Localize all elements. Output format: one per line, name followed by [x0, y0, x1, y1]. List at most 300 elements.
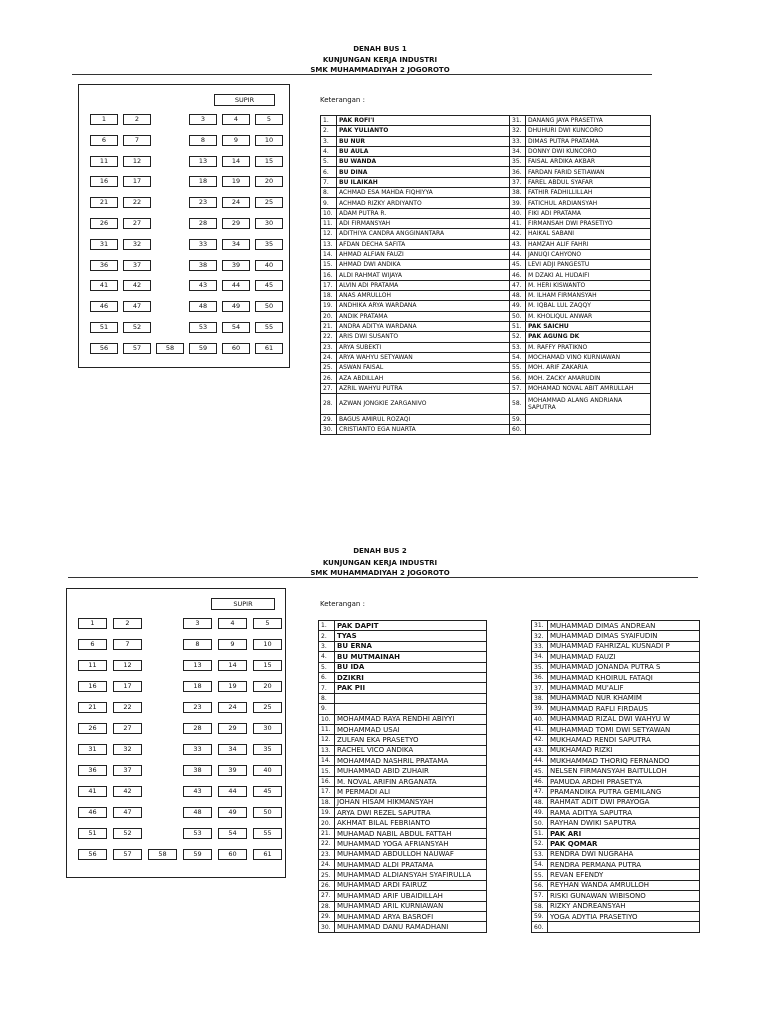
seat-59[interactable]: 59 — [183, 849, 212, 860]
seat-42[interactable]: 42 — [113, 786, 142, 797]
roster-name: ANDIK PRATAMA — [337, 311, 510, 321]
seat-36[interactable]: 36 — [78, 765, 107, 776]
seat-36[interactable]: 36 — [90, 260, 118, 271]
seat-55[interactable]: 55 — [253, 828, 282, 839]
seat-31[interactable]: 31 — [78, 744, 107, 755]
roster-name: BU NUR — [337, 136, 510, 146]
bus-2-roster-right — [531, 620, 700, 933]
seat-37[interactable]: 37 — [123, 260, 151, 271]
roster-number: 17. — [319, 787, 335, 797]
roster-number: 26. — [319, 880, 335, 890]
roster-number: 5. — [321, 157, 337, 167]
roster-row — [510, 218, 651, 228]
seat-45[interactable]: 45 — [253, 786, 282, 797]
roster-number: 55. — [532, 870, 548, 880]
seat-28[interactable]: 28 — [189, 218, 217, 229]
seat-20[interactable]: 20 — [253, 681, 282, 692]
bus-1-roster-left — [320, 115, 510, 435]
roster-number: 53. — [510, 342, 526, 352]
roster-row — [510, 321, 651, 331]
seat-23[interactable]: 23 — [183, 702, 212, 713]
seat-26[interactable]: 26 — [78, 723, 107, 734]
roster-number: 60. — [510, 424, 526, 434]
seat-40[interactable]: 40 — [253, 765, 282, 776]
roster-row — [510, 280, 651, 290]
roster-number: 11. — [319, 724, 335, 734]
roster-name: REYHAN WANDA AMRULLOH — [548, 880, 700, 890]
roster-row — [532, 745, 700, 755]
bus-1-title: DENAH BUS 1 — [353, 45, 407, 53]
seat-22[interactable]: 22 — [123, 197, 151, 208]
roster-number: 21. — [319, 828, 335, 838]
seat-46[interactable]: 46 — [78, 807, 107, 818]
roster-number: 2. — [321, 126, 337, 136]
roster-row — [319, 870, 487, 880]
roster-number: 60. — [532, 922, 548, 932]
roster-number: 9. — [321, 198, 337, 208]
roster-name: BU WANDA — [337, 157, 510, 167]
seat-48[interactable]: 48 — [189, 301, 217, 312]
roster-name: MOHAMMAD ALANG ANDRIANA SAPUTRA — [526, 394, 651, 415]
seat-41[interactable]: 41 — [78, 786, 107, 797]
roster-number: 52. — [532, 839, 548, 849]
roster-name: MUHAMMAD JONANDA PUTRA S — [548, 662, 700, 672]
roster-name: JOHAN HISAM HIKMANSYAH — [335, 797, 487, 807]
seat-54[interactable]: 54 — [218, 828, 247, 839]
roster-name: M. HERI KISWANTO — [526, 280, 651, 290]
seat-5[interactable]: 5 — [255, 114, 283, 125]
seat-20[interactable]: 20 — [255, 176, 283, 187]
seat-14[interactable]: 14 — [218, 660, 247, 671]
seat-25[interactable]: 25 — [255, 197, 283, 208]
seat-41[interactable]: 41 — [90, 280, 118, 291]
bus-1-keterangan: Keterangan : — [320, 96, 365, 104]
roster-name — [526, 424, 651, 434]
roster-row — [319, 631, 487, 641]
roster-number: 38. — [510, 188, 526, 198]
roster-name: M. IQBAL LUL ZAQQY — [526, 301, 651, 311]
roster-row — [321, 363, 510, 373]
roster-number: 19. — [321, 301, 337, 311]
roster-number: 50. — [532, 818, 548, 828]
seat-57[interactable]: 57 — [113, 849, 142, 860]
roster-number: 36. — [532, 672, 548, 682]
roster-row — [510, 167, 651, 177]
seat-44[interactable]: 44 — [222, 280, 250, 291]
seat-10[interactable]: 10 — [255, 135, 283, 146]
bus-2-title: DENAH BUS 2 — [353, 547, 407, 555]
roster-row — [319, 735, 487, 745]
seat-61[interactable]: 61 — [255, 343, 283, 354]
roster-name: AHMAD DWI ANDIKA — [337, 260, 510, 270]
roster-row — [532, 818, 700, 828]
roster-number: 24. — [319, 859, 335, 869]
roster-number: 59. — [510, 414, 526, 424]
seat-30[interactable]: 30 — [253, 723, 282, 734]
seat-21[interactable]: 21 — [78, 702, 107, 713]
roster-name: RIZKY ANDREANSYAH — [548, 901, 700, 911]
roster-name: RAYHAN DWIKI SAPUTRA — [548, 818, 700, 828]
seat-45[interactable]: 45 — [255, 280, 283, 291]
roster-row — [510, 136, 651, 146]
roster-name: AZRIL WAHYU PUTRA — [337, 383, 510, 393]
seat-58[interactable]: 58 — [156, 343, 184, 354]
roster-name: PAK QOMAR — [548, 839, 700, 849]
roster-number: 34. — [532, 652, 548, 662]
roster-row — [319, 745, 487, 755]
seat-17[interactable]: 17 — [123, 176, 151, 187]
seat-16[interactable]: 16 — [78, 681, 107, 692]
seat-31[interactable]: 31 — [90, 239, 118, 250]
roster-row — [319, 693, 487, 703]
seat-48[interactable]: 48 — [183, 807, 212, 818]
seat-2[interactable]: 2 — [113, 618, 142, 629]
seat-51[interactable]: 51 — [90, 322, 118, 333]
roster-name: MUHAMMAD FAUZI — [548, 652, 700, 662]
roster-name: YOGA ADYTIA PRASETIYO — [548, 911, 700, 921]
roster-number: 40. — [532, 714, 548, 724]
seat-32[interactable]: 32 — [113, 744, 142, 755]
seat-34[interactable]: 34 — [222, 239, 250, 250]
seat-61[interactable]: 61 — [253, 849, 282, 860]
seat-43[interactable]: 43 — [189, 280, 217, 291]
roster-name: ARIS DWI SUSANTO — [337, 332, 510, 342]
seat-43[interactable]: 43 — [183, 786, 212, 797]
seat-19[interactable]: 19 — [222, 176, 250, 187]
roster-name: MUHAMMAD FAHRIZAL KUSNADI P — [548, 641, 700, 651]
roster-name: JANUQI CAHYONO — [526, 249, 651, 259]
seat-27[interactable]: 27 — [113, 723, 142, 734]
roster-name: RENDRA DWI NUGRAHA — [548, 849, 700, 859]
seat-42[interactable]: 42 — [123, 280, 151, 291]
seat-3[interactable]: 3 — [189, 114, 217, 125]
seat-27[interactable]: 27 — [123, 218, 151, 229]
seat-33[interactable]: 33 — [183, 744, 212, 755]
roster-number: 13. — [319, 745, 335, 755]
roster-row — [321, 146, 510, 156]
seat-47[interactable]: 47 — [113, 807, 142, 818]
seat-28[interactable]: 28 — [183, 723, 212, 734]
seat-44[interactable]: 44 — [218, 786, 247, 797]
roster-number: 14. — [321, 249, 337, 259]
roster-name: MUHAMMAD ALDI PRATAMA — [335, 859, 487, 869]
roster-number: 20. — [321, 311, 337, 321]
roster-number: 41. — [510, 218, 526, 228]
roster-name: AHMAD ALFIAN FAUZI — [337, 249, 510, 259]
seat-47[interactable]: 47 — [123, 301, 151, 312]
roster-number: 31. — [532, 621, 548, 631]
roster-name: MOH. ARIF ZAKARIA — [526, 363, 651, 373]
seat-52[interactable]: 52 — [123, 322, 151, 333]
seat-7[interactable]: 7 — [123, 135, 151, 146]
seat-11[interactable]: 11 — [90, 156, 118, 167]
roster-row — [319, 818, 487, 828]
roster-number: 47. — [532, 787, 548, 797]
seat-12[interactable]: 12 — [113, 660, 142, 671]
roster-name: MUHAMMAD KHOIRUL FATAQI — [548, 672, 700, 682]
seat-24[interactable]: 24 — [222, 197, 250, 208]
seat-1[interactable]: 1 — [90, 114, 118, 125]
roster-number: 25. — [321, 363, 337, 373]
roster-row — [319, 672, 487, 682]
seat-56[interactable]: 56 — [90, 343, 118, 354]
roster-row — [532, 880, 700, 890]
roster-name: ALDI RAHMAT WIJAYA — [337, 270, 510, 280]
roster-number: 43. — [532, 745, 548, 755]
seat-9[interactable]: 9 — [218, 639, 247, 650]
seat-8[interactable]: 8 — [183, 639, 212, 650]
roster-row — [510, 311, 651, 321]
seat-4[interactable]: 4 — [222, 114, 250, 125]
seat-30[interactable]: 30 — [255, 218, 283, 229]
roster-row — [319, 839, 487, 849]
seat-49[interactable]: 49 — [222, 301, 250, 312]
roster-number: 44. — [532, 756, 548, 766]
roster-row — [321, 260, 510, 270]
roster-number: 9. — [319, 704, 335, 714]
roster-number: 44. — [510, 249, 526, 259]
roster-name: HAIKAL SABANI — [526, 229, 651, 239]
roster-number: 32. — [532, 631, 548, 641]
seat-49[interactable]: 49 — [218, 807, 247, 818]
roster-name: NELSEN FIRMANSYAH BAITULLOH — [548, 766, 700, 776]
seat-39[interactable]: 39 — [222, 260, 250, 271]
roster-row — [321, 394, 510, 415]
roster-name — [335, 693, 487, 703]
seat-15[interactable]: 15 — [253, 660, 282, 671]
roster-name: ALVIN ADI PRATAMA — [337, 280, 510, 290]
seat-12[interactable]: 12 — [123, 156, 151, 167]
roster-row — [321, 157, 510, 167]
seat-32[interactable]: 32 — [123, 239, 151, 250]
seat-29[interactable]: 29 — [218, 723, 247, 734]
roster-name: LEVI ADJI PANGESTU — [526, 260, 651, 270]
roster-name — [526, 414, 651, 424]
roster-name: MOH. ZACKY AMARUDIN — [526, 373, 651, 383]
roster-name: ANDHIKA ARYA WARDANA — [337, 301, 510, 311]
seat-37[interactable]: 37 — [113, 765, 142, 776]
roster-number: 52. — [510, 332, 526, 342]
seat-19[interactable]: 19 — [218, 681, 247, 692]
roster-name: CRISTIANTO EGA NUARTA — [337, 424, 510, 434]
seat-4[interactable]: 4 — [218, 618, 247, 629]
seat-13[interactable]: 13 — [189, 156, 217, 167]
roster-row — [532, 911, 700, 921]
roster-row — [510, 332, 651, 342]
roster-name: MUKHAMMAD THORIQ FERNANDO — [548, 756, 700, 766]
roster-number: 23. — [319, 849, 335, 859]
seat-53[interactable]: 53 — [189, 322, 217, 333]
seat-50[interactable]: 50 — [255, 301, 283, 312]
roster-row — [532, 922, 700, 932]
seat-35[interactable]: 35 — [253, 744, 282, 755]
roster-number: 22. — [319, 839, 335, 849]
roster-name: MUHAMMAD ARIL KURNIAWAN — [335, 901, 487, 911]
roster-row — [321, 332, 510, 342]
roster-name: MOHAMMAD USAI — [335, 724, 487, 734]
roster-number: 55. — [510, 363, 526, 373]
roster-row — [319, 787, 487, 797]
roster-row — [510, 229, 651, 239]
roster-number: 10. — [319, 714, 335, 724]
seat-58[interactable]: 58 — [148, 849, 177, 860]
roster-name: M PERMADI ALI — [335, 787, 487, 797]
roster-row — [510, 394, 651, 415]
seat-51[interactable]: 51 — [78, 828, 107, 839]
seat-13[interactable]: 13 — [183, 660, 212, 671]
roster-row — [532, 662, 700, 672]
roster-number: 26. — [321, 373, 337, 383]
roster-row — [321, 136, 510, 146]
roster-row — [532, 870, 700, 880]
seat-50[interactable]: 50 — [253, 807, 282, 818]
roster-row — [532, 756, 700, 766]
roster-name: MUHAMMAD ABDULLOH NAUWAF — [335, 849, 487, 859]
roster-number: 54. — [510, 352, 526, 362]
seat-60[interactable]: 60 — [218, 849, 247, 860]
seat-53[interactable]: 53 — [183, 828, 212, 839]
seat-7[interactable]: 7 — [113, 639, 142, 650]
roster-name: AKHMAT BILAL FEBRIANTO — [335, 818, 487, 828]
seat-57[interactable]: 57 — [123, 343, 151, 354]
roster-number: 7. — [319, 683, 335, 693]
bus-1-school: SMK MUHAMMADIYAH 2 JOGOROTO — [310, 66, 450, 74]
roster-name: RACHEL VICO ANDIKA — [335, 745, 487, 755]
roster-name: ADI FIRMANSYAH — [337, 218, 510, 228]
roster-row — [321, 352, 510, 362]
roster-number: 22. — [321, 332, 337, 342]
seat-54[interactable]: 54 — [222, 322, 250, 333]
roster-name: FATICHUL ARDIANSYAH — [526, 198, 651, 208]
roster-row — [510, 383, 651, 393]
seat-8[interactable]: 8 — [189, 135, 217, 146]
roster-name: FAISAL ARDIKA AKBAR — [526, 157, 651, 167]
seat-46[interactable]: 46 — [90, 301, 118, 312]
roster-name: ZULFAN EKA PRASETYO — [335, 735, 487, 745]
seat-29[interactable]: 29 — [222, 218, 250, 229]
roster-number: 37. — [532, 683, 548, 693]
roster-row — [532, 641, 700, 651]
roster-name: M DZAKI AL HUDAIFI — [526, 270, 651, 280]
roster-name: REVAN EFENDY — [548, 870, 700, 880]
roster-row — [321, 270, 510, 280]
seat-5[interactable]: 5 — [253, 618, 282, 629]
bus-1-roster-right — [509, 115, 651, 435]
roster-number: 27. — [321, 383, 337, 393]
seat-25[interactable]: 25 — [253, 702, 282, 713]
seat-33[interactable]: 33 — [189, 239, 217, 250]
roster-name: RISKI GUNAWAN WIBISONO — [548, 891, 700, 901]
roster-row — [532, 808, 700, 818]
roster-name: FARDAN FARID SETIAWAN — [526, 167, 651, 177]
roster-name: AFDAN DECHA SAFITA — [337, 239, 510, 249]
seat-6[interactable]: 6 — [90, 135, 118, 146]
roster-number: 21. — [321, 321, 337, 331]
roster-name: ASWAN FAISAL — [337, 363, 510, 373]
roster-number: 45. — [532, 766, 548, 776]
roster-name — [335, 704, 487, 714]
seat-23[interactable]: 23 — [189, 197, 217, 208]
roster-number: 19. — [319, 808, 335, 818]
roster-number: 50. — [510, 311, 526, 321]
roster-number: 28. — [319, 901, 335, 911]
roster-row — [532, 859, 700, 869]
roster-row — [510, 116, 651, 126]
seat-22[interactable]: 22 — [113, 702, 142, 713]
seat-1[interactable]: 1 — [78, 618, 107, 629]
roster-name: MUHAMMAD ABID ZUHAIR — [335, 766, 487, 776]
seat-9[interactable]: 9 — [222, 135, 250, 146]
roster-row — [532, 776, 700, 786]
roster-name: ACHMAD RIZKY ARDIYANTO — [337, 198, 510, 208]
roster-number: 12. — [319, 735, 335, 745]
seat-59[interactable]: 59 — [189, 343, 217, 354]
seat-35[interactable]: 35 — [255, 239, 283, 250]
seat-16[interactable]: 16 — [90, 176, 118, 187]
seat-15[interactable]: 15 — [255, 156, 283, 167]
roster-number: 31. — [510, 116, 526, 126]
seat-11[interactable]: 11 — [78, 660, 107, 671]
roster-number: 8. — [321, 188, 337, 198]
roster-name: FAREL ABDUL SYAFAR — [526, 177, 651, 187]
seat-3[interactable]: 3 — [183, 618, 212, 629]
seat-38[interactable]: 38 — [183, 765, 212, 776]
roster-row — [319, 704, 487, 714]
roster-name: BU ILAIKAH — [337, 177, 510, 187]
roster-number: 54. — [532, 859, 548, 869]
seat-2[interactable]: 2 — [123, 114, 151, 125]
roster-row — [510, 270, 651, 280]
roster-number: 23. — [321, 342, 337, 352]
roster-row — [319, 776, 487, 786]
roster-number: 15. — [319, 766, 335, 776]
roster-number: 46. — [532, 776, 548, 786]
roster-name: ARYA SUBEKTI — [337, 342, 510, 352]
roster-number: 45. — [510, 260, 526, 270]
roster-name: BU AULA — [337, 146, 510, 156]
seat-14[interactable]: 14 — [222, 156, 250, 167]
roster-number: 20. — [319, 818, 335, 828]
roster-row — [532, 683, 700, 693]
seat-18[interactable]: 18 — [183, 681, 212, 692]
roster-name: ARYA DWI REZEL SAPUTRA — [335, 808, 487, 818]
roster-name: ARYA WAHYU SETYAWAN — [337, 352, 510, 362]
seat-39[interactable]: 39 — [218, 765, 247, 776]
seat-24[interactable]: 24 — [218, 702, 247, 713]
seat-21[interactable]: 21 — [90, 197, 118, 208]
roster-row — [319, 828, 487, 838]
seat-55[interactable]: 55 — [255, 322, 283, 333]
roster-name: MUHAMMAD ARIF UBAIDILLAH — [335, 891, 487, 901]
seat-26[interactable]: 26 — [90, 218, 118, 229]
seat-17[interactable]: 17 — [113, 681, 142, 692]
seat-60[interactable]: 60 — [222, 343, 250, 354]
seat-52[interactable]: 52 — [113, 828, 142, 839]
roster-row — [510, 373, 651, 383]
roster-row — [532, 631, 700, 641]
roster-number: 18. — [319, 797, 335, 807]
seat-56[interactable]: 56 — [78, 849, 107, 860]
seat-38[interactable]: 38 — [189, 260, 217, 271]
seat-10[interactable]: 10 — [253, 639, 282, 650]
bus-2-divider — [68, 577, 698, 578]
roster-row — [532, 849, 700, 859]
seat-40[interactable]: 40 — [255, 260, 283, 271]
seat-34[interactable]: 34 — [218, 744, 247, 755]
roster-number: 3. — [321, 136, 337, 146]
seat-18[interactable]: 18 — [189, 176, 217, 187]
seat-6[interactable]: 6 — [78, 639, 107, 650]
